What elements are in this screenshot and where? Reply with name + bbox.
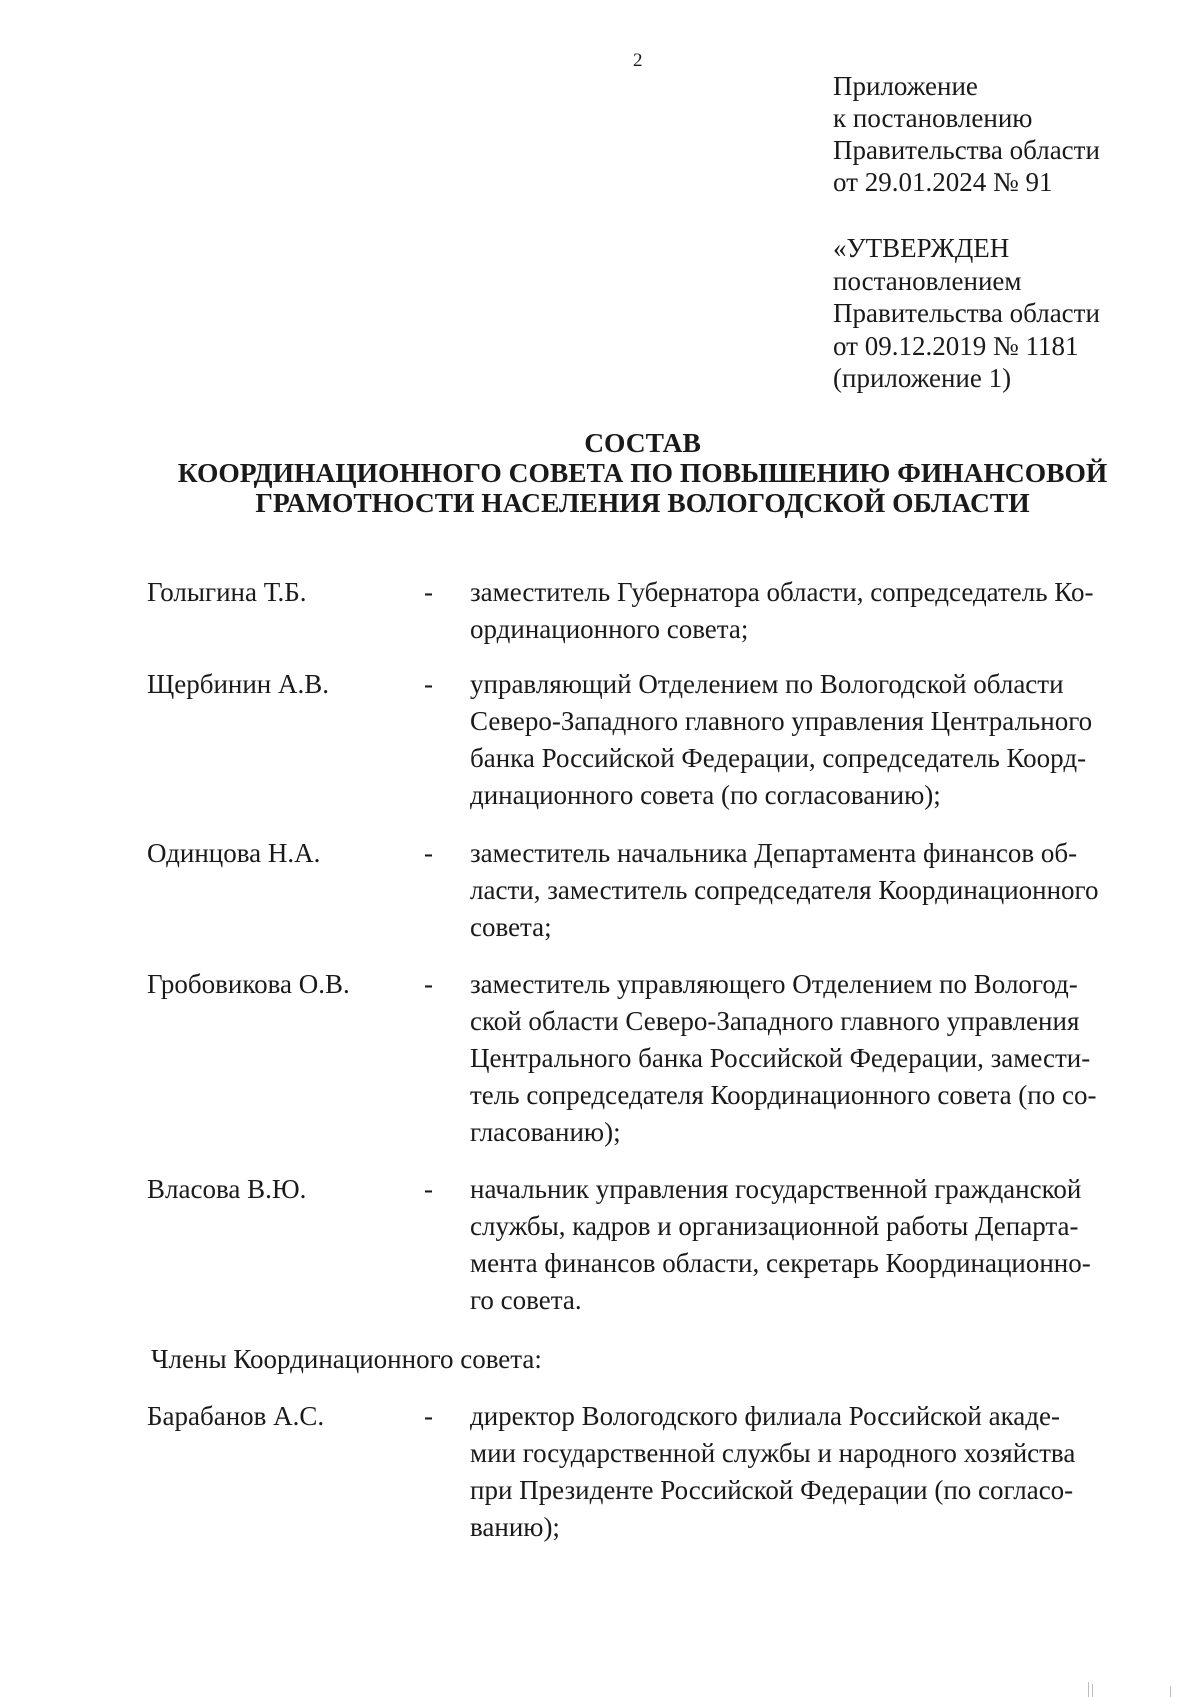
position-line: ласти, заместитель сопредседателя Координационного	[470, 875, 1099, 905]
position-line: директор Вологодского филиала Российской акаде-	[470, 1401, 1060, 1431]
position-line: службы, кадров и организационной работы Департа-	[470, 1211, 1079, 1241]
member-name: Гробовикова О.В.	[147, 969, 350, 999]
position-line: мии государственной службы и народного хозяйства	[470, 1438, 1076, 1468]
position-line: Северо-Западного главного управления Центрального	[470, 706, 1093, 736]
dash-separator: -	[424, 1401, 433, 1431]
scan-artifact	[1170, 1686, 1171, 1697]
dash-separator: -	[424, 838, 433, 868]
appendix-line: Правительства области	[833, 135, 1100, 165]
member-position	[470, 966, 1145, 1151]
position-line: ординационного совета;	[470, 614, 749, 644]
scan-artifact	[1088, 1682, 1089, 1697]
appendix-line: к постановлению	[833, 103, 1033, 133]
document-title	[100, 428, 1185, 518]
position-line: заместитель управляющего Отделением по Вологод-	[470, 969, 1078, 999]
position-line: совета;	[470, 912, 552, 942]
approved-line: постановлением	[833, 265, 1022, 296]
position-line: гласованию);	[470, 1117, 621, 1147]
position-line: заместитель начальника Департамента финансов об-	[470, 838, 1078, 868]
position-line: банка Российской Федерации, сопредседатель Коорд-	[470, 743, 1087, 773]
position-line: при Президенте Российской Федерации (по согласо-	[470, 1475, 1074, 1505]
scan-artifact	[1092, 1684, 1093, 1697]
dash-separator: -	[424, 669, 433, 699]
title-line: ГРАМОТНОСТИ НАСЕЛЕНИЯ ВОЛОГОДСКОЙ ОБЛАСТИ	[255, 487, 1030, 518]
position-line: ской области Северо-Западного главного управления	[470, 1006, 1080, 1036]
approved-line: Правительства области	[833, 298, 1100, 328]
member-position	[470, 835, 1145, 946]
dash-separator: -	[424, 1174, 433, 1204]
dash-separator: -	[424, 969, 433, 999]
member-name: Власова В.Ю.	[147, 1174, 307, 1204]
member-position	[470, 1398, 1145, 1546]
position-line: го совета.	[470, 1285, 582, 1315]
position-line: заместитель Губернатора области, сопредседатель Ко-	[470, 577, 1094, 607]
position-line: управляющий Отделением по Вологодской области	[470, 669, 1064, 699]
approved-line: (приложение 1)	[833, 363, 1012, 393]
title-line: СОСТАВ	[584, 427, 701, 458]
page-number: 2	[633, 50, 643, 71]
position-line: динационного совета (по согласованию);	[470, 780, 941, 810]
member-name: Одинцова Н.А.	[147, 838, 321, 868]
position-line: начальник управления государственной гражданской	[470, 1174, 1082, 1204]
member-position	[470, 574, 1145, 648]
position-line: Центрального банка Российской Федерации, замести-	[470, 1043, 1091, 1073]
appendix-line: от 29.01.2024 № 91	[833, 167, 1053, 197]
member-name: Голыгина Т.Б.	[147, 577, 307, 607]
title-line: КООРДИНАЦИОННОГО СОВЕТА ПО ПОВЫШЕНИЮ ФИНАНСОВОЙ	[177, 457, 1108, 488]
appendix-line: Приложение	[833, 71, 978, 101]
position-line: ванию);	[470, 1512, 560, 1542]
member-name: Щербинин А.В.	[147, 669, 330, 699]
approved-line: «УТВЕРЖДЕН	[833, 233, 1010, 263]
member-position	[470, 666, 1145, 814]
position-line: тель сопредседателя Координационного совета (по со-	[470, 1080, 1097, 1110]
approved-block	[833, 232, 1173, 395]
position-line: мента финансов области, секретарь Координационно-	[470, 1248, 1091, 1278]
members-heading: Члены Координационного совета:	[151, 1344, 542, 1374]
approved-line: от 09.12.2019 № 1181	[833, 330, 1079, 361]
dash-separator: -	[424, 577, 433, 607]
appendix-block	[833, 70, 1173, 198]
member-name: Барабанов А.С.	[147, 1401, 325, 1431]
member-position	[470, 1171, 1145, 1319]
